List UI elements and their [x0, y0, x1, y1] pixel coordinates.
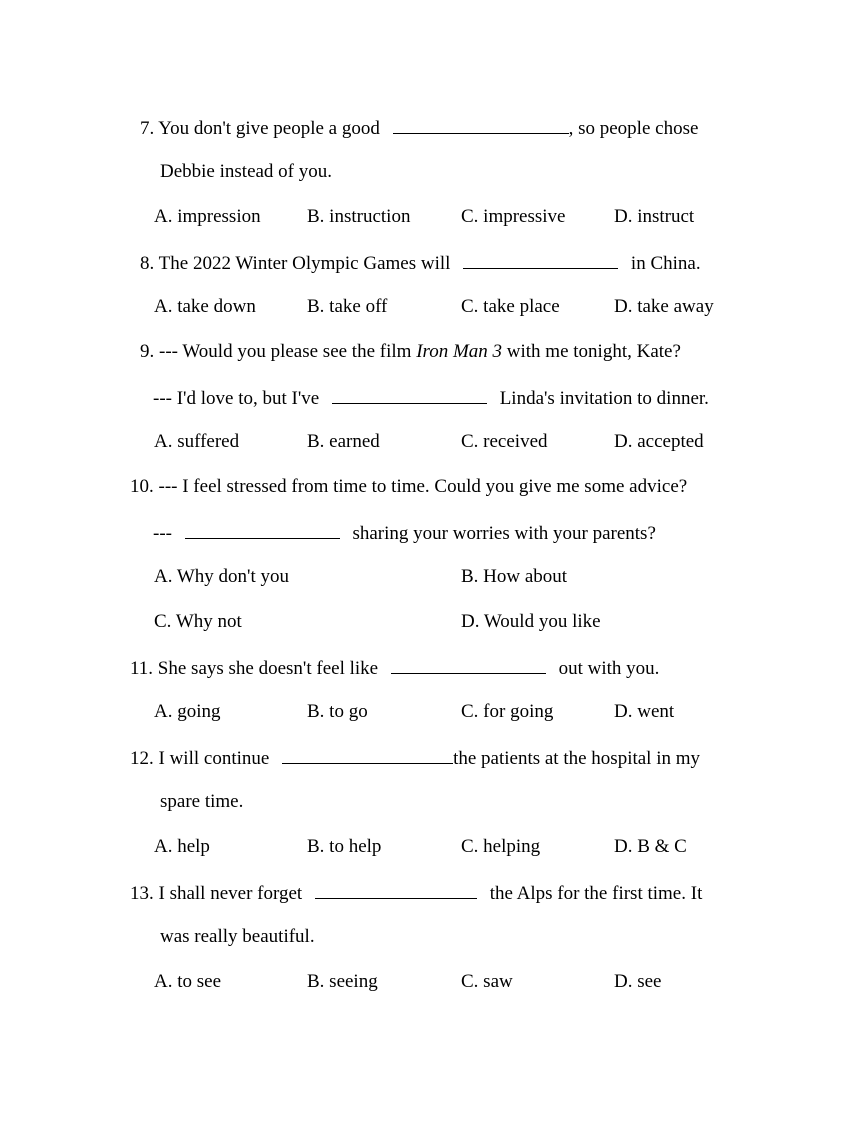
question-13-stem: I shall never forget [158, 883, 303, 904]
question-11-option-a[interactable]: A. going [154, 701, 221, 722]
question-13-number: 13. [130, 883, 154, 904]
question-9-line-2 [153, 385, 709, 411]
question-13-option-c[interactable]: C. saw [461, 971, 513, 992]
question-10-line-2 [153, 520, 656, 546]
question-9-line-1 [140, 340, 681, 364]
question-12-blank[interactable] [282, 745, 453, 764]
question-11-option-b[interactable]: B. to go [307, 701, 368, 722]
question-9-stem-end: with me tonight, Kate? [506, 341, 681, 362]
question-10-blank[interactable] [185, 520, 340, 539]
question-7-option-c[interactable]: C. impressive [461, 206, 566, 227]
question-10-option-c[interactable]: C. Why not [154, 611, 242, 632]
question-11-stem-end: out with you. [558, 658, 660, 679]
question-8-stem-end: in China. [630, 253, 701, 274]
question-13-option-a[interactable]: A. to see [154, 971, 222, 992]
question-8-stem: The 2022 Winter Olympic Games will [158, 253, 451, 274]
question-11-option-d[interactable]: D. went [614, 701, 675, 722]
question-13-option-d[interactable]: D. see [614, 971, 662, 992]
question-13-line-1 [130, 880, 702, 906]
question-8-option-a[interactable]: A. take down [154, 296, 256, 317]
question-8-line-1 [140, 250, 701, 276]
question-10-reply-end: sharing your worries with your parents? [352, 523, 656, 544]
question-12-stem-end: the patients at the hospital in my [453, 748, 701, 769]
question-8-option-c[interactable]: C. take place [461, 296, 560, 317]
question-7-line-2: Debbie instead of you. [160, 161, 333, 182]
question-10-reply: --- [153, 523, 172, 544]
question-12-option-a[interactable]: A. help [154, 836, 210, 857]
question-11-line-1 [130, 655, 659, 681]
question-11-number: 11. [130, 658, 154, 679]
question-7-stem-end: , so people chose [568, 118, 699, 139]
question-7-blank[interactable] [393, 115, 569, 134]
question-9-option-c[interactable]: C. received [461, 431, 548, 452]
question-7-option-d[interactable]: D. instruct [614, 206, 695, 227]
question-9-blank[interactable] [332, 385, 487, 404]
question-9-reply: --- I'd love to, but I've [153, 388, 320, 409]
question-8-blank[interactable] [463, 250, 618, 269]
question-10-option-a[interactable]: A. Why don't you [154, 566, 290, 587]
question-7-line-1 [140, 115, 698, 141]
question-9-reply-end: Linda's invitation to dinner. [499, 388, 709, 409]
question-9-film-title: Iron Man 3 [416, 341, 503, 362]
question-8-option-d[interactable]: D. take away [614, 296, 714, 317]
question-12-line-2: spare time. [160, 791, 244, 812]
question-9-option-b[interactable]: B. earned [307, 431, 380, 452]
question-12-number: 12. [130, 748, 154, 769]
question-11-stem: She says she doesn't feel like [157, 658, 379, 679]
question-10-line-1 [130, 475, 687, 499]
question-9-option-a[interactable]: A. suffered [154, 431, 240, 452]
question-8-number: 8. [140, 253, 155, 274]
question-9-stem: --- Would you please see the film [159, 341, 412, 362]
question-7-stem: You don't give people a good [158, 118, 380, 139]
question-10-option-d[interactable]: D. Would you like [461, 611, 601, 632]
question-8-option-b[interactable]: B. take off [307, 296, 388, 317]
question-10-stem: --- I feel stressed from time to time. Could you give me some advice? [158, 476, 688, 497]
question-11-option-c[interactable]: C. for going [461, 701, 554, 722]
question-9-number: 9. [140, 341, 155, 362]
question-11-blank[interactable] [391, 655, 546, 674]
question-7-number: 7. [140, 118, 155, 139]
question-10-option-b[interactable]: B. How about [461, 566, 568, 587]
question-12-line-1 [130, 745, 700, 771]
question-12-stem: I will continue [158, 748, 270, 769]
question-12-option-d[interactable]: D. B & C [614, 836, 687, 857]
question-13-option-b[interactable]: B. seeing [307, 971, 378, 992]
question-13-stem-end: the Alps for the first time. It [489, 883, 703, 904]
question-9-option-d[interactable]: D. accepted [614, 431, 704, 452]
question-12-option-c[interactable]: C. helping [461, 836, 541, 857]
question-10-number: 10. [130, 476, 154, 497]
question-13-blank[interactable] [315, 880, 477, 899]
question-13-line-2: was really beautiful. [160, 926, 315, 947]
question-7-option-a[interactable]: A. impression [154, 206, 261, 227]
question-12-option-b[interactable]: B. to help [307, 836, 382, 857]
question-7-option-b[interactable]: B. instruction [307, 206, 411, 227]
